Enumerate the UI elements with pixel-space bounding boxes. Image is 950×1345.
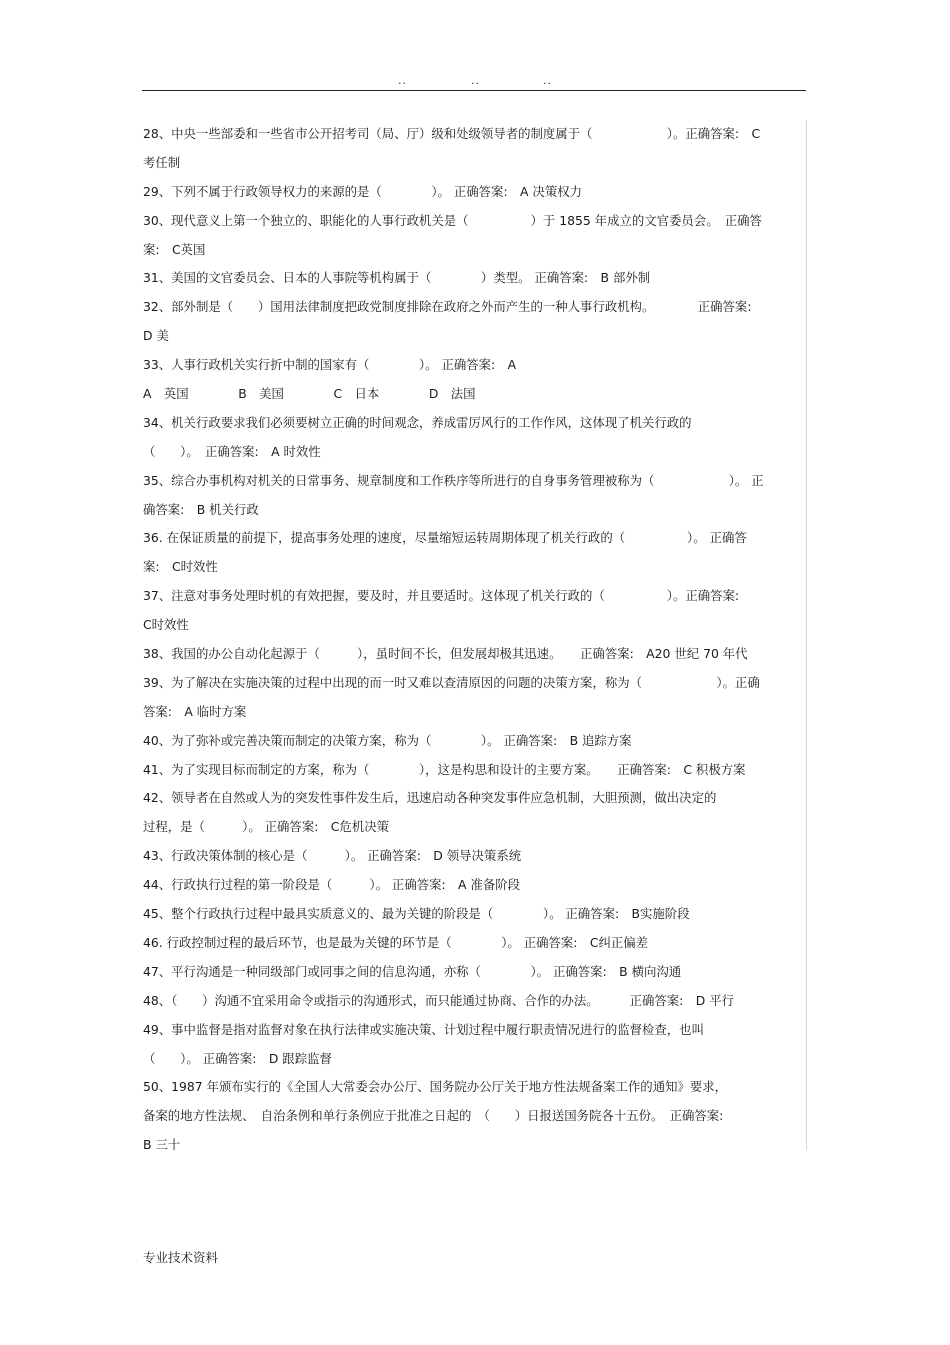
text-line: 29、下列不属于行政领导权力的来源的是（ ）。 正确答案: A 决策权力 xyxy=(143,183,582,199)
text-line: 46. 行政控制过程的最后环节，也是最为关键的环节是（ ）。 正确答案: C纠正偏差 xyxy=(143,934,649,950)
header-dots xyxy=(0,74,950,88)
header-dot-mark: .. xyxy=(398,74,407,87)
text-line: 35、综合办事机构对机关的日常事务、规章制度和工作秩序等所进行的自身事务管理被称为（ ）。 正 xyxy=(143,472,764,488)
header-dot-mark: .. xyxy=(543,74,552,87)
text-line: A 英国 B 美国 C 日本 D 法国 xyxy=(143,386,476,402)
text-line: 36. 在保证质量的前提下，提高事务处理的速度，尽量缩短运转周期体现了机关行政的（ ）。 正确答 xyxy=(143,530,747,546)
question-list xyxy=(143,120,813,1160)
text-line: 38、我国的办公自动化起源于（ ），虽时间不长，但发展却极其迅速。 正确答案: A20 世纪 70 年代 xyxy=(143,646,748,662)
text-line: 备案的地方性法规、 自治条例和单行条例应于批准之日起的 （ ）日报送国务院各十五份。 正确答案: xyxy=(143,1108,724,1124)
text-line: C时效性 xyxy=(143,617,189,633)
text-line: 49、事中监督是指对监督对象在执行法律或实施决策、计划过程中履行职责情况进行的监督检查，也叫 xyxy=(143,1021,704,1037)
text-line: 33、人事行政机关实行折中制的国家有（ ）。 正确答案: A xyxy=(143,357,517,373)
text-line: 50、1987 年颁布实行的《全国人大常委会办公厅、国务院办公厅关于地方性法规备案工作的通知》要求， xyxy=(143,1079,728,1095)
page-footer: 专业技术资料 xyxy=(143,1250,219,1265)
text-line: 48、（ ）沟通不宜采用命令或指示的沟通形式，而只能通过协商、合作的办法。 正确答案: D 平行 xyxy=(143,992,734,1008)
text-line: 答案: A 临时方案 xyxy=(143,703,247,719)
text-line: B 三十 xyxy=(143,1137,181,1153)
text-line: 43、行政决策体制的核心是（ ）。 正确答案: D 领导决策系统 xyxy=(143,848,522,864)
text-line: 47、平行沟通是一种同级部门或同事之间的信息沟通，亦称（ ）。 正确答案: B 横向沟通 xyxy=(143,963,682,979)
text-line: 37、注意对事务处理时机的有效把握，要及时，并且要适时。这体现了机关行政的（ ）。正确答案: xyxy=(143,588,740,604)
text-line: 40、为了弥补或完善决策而制定的决策方案，称为（ ）。 正确答案: B 追踪方案 xyxy=(143,732,632,748)
text-line: （ ）。 正确答案: A 时效性 xyxy=(143,443,321,459)
text-line: 34、机关行政要求我们必须要树立正确的时间观念，养成雷厉风行的工作作风，这体现了机关行政的 xyxy=(143,414,692,430)
text-line: （ ）。 正确答案: D 跟踪监督 xyxy=(143,1050,332,1066)
text-line: 案: C英国 xyxy=(143,241,206,257)
text-line: 31、美国的文官委员会、日本的人事院等机构属于（ ）类型。 正确答案: B 部外制 xyxy=(143,270,651,286)
text-line: 考任制 xyxy=(143,154,181,170)
text-line: 28、中央一些部委和一些省市公开招考司（局、厅）级和处级领导者的制度属于（ ）。正确答案: C xyxy=(143,126,761,141)
text-line: 45、整个行政执行过程中最具实质意义的、最为关键的阶段是（ ）。 正确答案: B实施阶段 xyxy=(143,906,690,922)
header-rule xyxy=(142,90,806,91)
text-line: 过程，是（ ）。 正确答案: C危机决策 xyxy=(143,819,389,835)
text-line: 32、部外制是（ ）国用法律制度把政党制度排除在政府之外而产生的一种人事行政机构。 正确答案: xyxy=(143,299,752,315)
text-line: 42、领导者在自然或人为的突发性事件发生后，迅速启动各种突发事件应急机制，大胆预测，做出决定的 xyxy=(143,790,717,806)
text-line: 39、为了解决在实施决策的过程中出现的而一时又难以查清原因的问题的决策方案，称为（ ）。正确 xyxy=(143,674,760,690)
text-line: 30、现代意义上第一个独立的、职能化的人事行政机关是（ ）于 1855 年成立的文官委员会。 正确答 xyxy=(143,212,762,228)
text-line: 确答案: B 机关行政 xyxy=(143,501,259,517)
header-dot-mark: .. xyxy=(471,74,480,87)
text-line: 41、为了实现目标而制定的方案，称为（ ），这是构思和设计的主要方案。 正确答案: C 积极方案 xyxy=(143,761,746,777)
text-line: 案: C时效性 xyxy=(143,559,218,575)
text-line: D 美 xyxy=(143,328,169,344)
text-line: 44、行政执行过程的第一阶段是（ ）。 正确答案: A 准备阶段 xyxy=(143,877,521,893)
